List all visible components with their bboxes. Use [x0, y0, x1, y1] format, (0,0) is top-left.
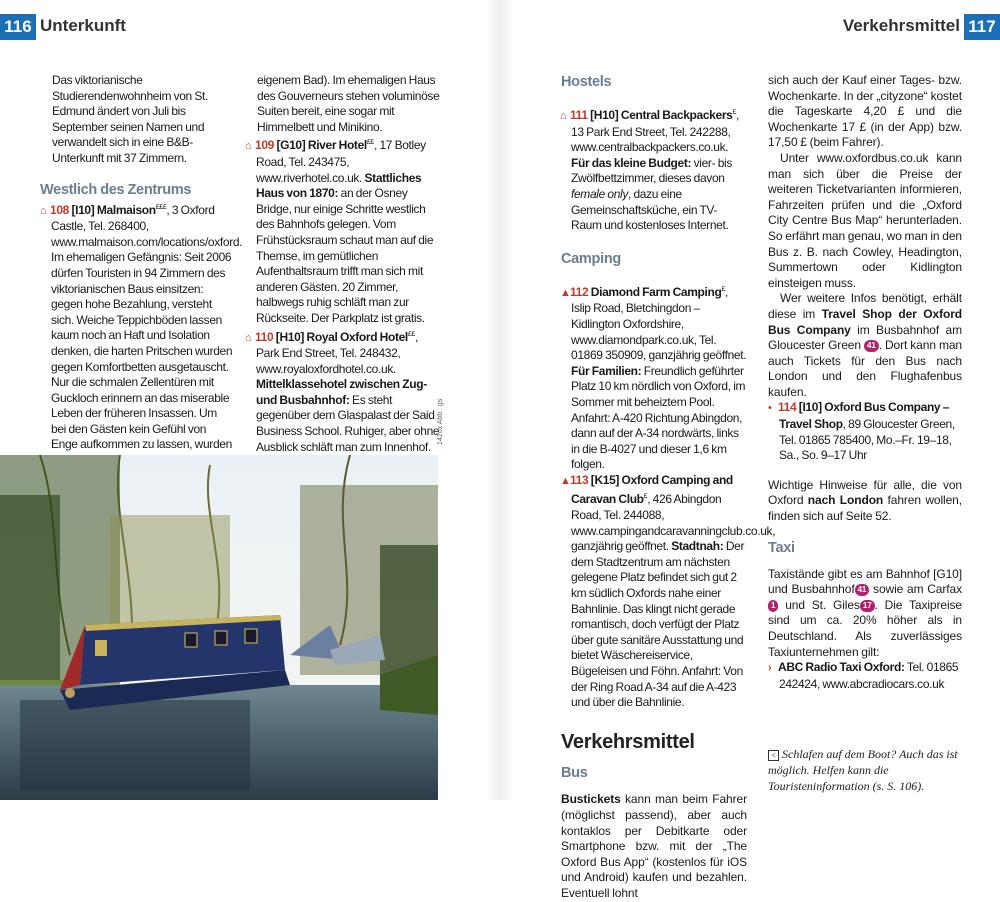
- hotel-icon: ⌂: [40, 204, 47, 217]
- entry-113: ▲113 [K15] Oxford Camping and Caravan Club£, 426 Abingdon Road, Tel. 244088, www.campingandcaravanningclub.co.uk, ganzjährig geöffnet. Stadtnah: Der dem Stadtzentrum am nächsten gelegene Platz befindet sich gut 2 km südlich Oxfords nahe einer Bahnlinie. Das klingt nicht gerade romantisch, doch verfügt der Platz über gute sanitäre Ausstattung und bietet Wäschereiservice, Bügeleisen und Föhn. Anfahrt: Von der Ring Road A-34 auf die A-423 und über die Bahnlinie.: [560, 472, 776, 710]
- canal-boat-photo: [0, 455, 438, 800]
- hotel-icon: ⌂: [245, 331, 252, 344]
- abc-taxi-entry: › ABC Radio Taxi Oxford: Tel. 01865 242424, www.abcradiocars.co.uk: [768, 660, 959, 691]
- info-bullet-icon: •: [768, 402, 772, 415]
- right-page: [500, 0, 1000, 900]
- ticket-paragraph: sich auch der Kauf einer Tages- bzw. Wochenkarte. In der „cityzone“ kostet die Tageskarte 4,20 £ und die Wochenkarte 17 £ (in der App) bzw. 17,50 £ (beim Fahrer).: [768, 73, 962, 150]
- intro-paragraph-2: eigenem Bad). Im ehemaligen Haus des Gouverneurs stehen voluminöse Suiten bereit, eine sogar mit Himmelbett und Minikino.: [257, 73, 440, 134]
- map-marker-badge: 41: [864, 340, 879, 352]
- camping-icon: ▲: [560, 286, 571, 299]
- page-number-right: 117: [964, 14, 1000, 40]
- running-head-right: Verkehrsmittel: [842, 16, 960, 35]
- right-column-2: [768, 73, 962, 692]
- entry-108: ⌂ 108 [I10] Malmaison£££, 3 Oxford Castle, Tel. 268400, www.malmaison.com/locations/oxford. Im ehemaligen Gefängnis: Seit 2006 dürfen Touristen in 94 Zimmern des viktorianischen Baus einsitzen: gegen hohe Bezahlung, versteht sich. Weiche Teppichböden lassen kaum noch an Haft und Isolation denken, die harten Pritschen wurden gegen Komfortbetten ausgetauscht. Nur die schmalen Zellentüren mit Guckloch erinnern an das miserable Leben der früheren Insassen. Um bei den Gästen kein Gefühl von Enge aufkommen zu lassen, wurden: [40, 202, 243, 452]
- taxi-heading: Taxi: [768, 539, 795, 556]
- photo-reference-icon: <: [768, 750, 779, 761]
- intro-paragraph: Das viktorianische Studierendenwohnheim von St. Edmund ändert von Juli bis September seinen Namen und verwandelt sich in eine B&B-Unterkunft mit 37 Zimmern.: [52, 73, 208, 165]
- page-number-left: 116: [0, 14, 36, 40]
- section-heading-verkehrsmittel: Verkehrsmittel: [561, 730, 695, 753]
- map-marker-badge: 41: [855, 584, 870, 596]
- photo-credit: 142ox Abb.: gs: [437, 398, 444, 445]
- left-column-1: [40, 73, 243, 484]
- entry-110: ⌂ 110 [H10] Royal Oxford Hotel££, Park End Street, Tel. 248432, www.royaloxfordhotel.co.uk. Mittelklassehotel zwischen Zug- und Busbahnhof: Es steht gegenüber dem Glaspalast der Said Business School. Ruhiger, aber ohne Ausblick schläft man zum Innenhof.: [245, 329, 440, 454]
- bus-paragraph: Bustickets kann man beim Fahrer (möglichst passend), aber auch kontaklos per Debitkarte oder Smartphone bzw. mit der „The Oxford Bus App“ (kostenlos für iOS und Android) kaufen und bezahlen. Eventuell lohnt: [561, 792, 747, 900]
- left-column-2: [245, 73, 443, 486]
- hotel-icon: ⌂: [245, 140, 252, 153]
- hostel-icon: ⌂: [560, 110, 567, 122]
- london-paragraph: Wichtige Hinweise für alle, die von Oxford nach London fahren wollen, finden sich auf Seite 52.: [768, 477, 962, 524]
- entry-109: ⌂ 109 [G10] River Hotel££, 17 Botley Road, Tel. 243475, www.riverhotel.co.uk. Stattliches Haus von 1870: an der Osney Bridge, nur einige Schritte westlich des Bahnhofs gelegen. Vom Frühstücksraum schaut man auf die Themse, im gemütlichen Aufenthaltsraum trifft man sich mit anderen Gästen. 20 Zimmer, halbwegs ruhig schläft man zur Rückseite. Der Parkplatz ist gratis.: [245, 138, 434, 325]
- photo-caption: < Schlafen auf dem Boot? Auch das ist möglich. Helfen kann die Touristeninformation (s. S. 106).: [768, 747, 958, 793]
- hostels-heading: Hostels: [561, 74, 612, 90]
- map-marker-badge: 1: [768, 600, 778, 612]
- right-column-1: [560, 73, 776, 902]
- section-heading-west: Westlich des Zentrums: [40, 181, 192, 198]
- oxfordbus-paragraph: Unter www.oxfordbus.co.uk kann man sich über die Preise der weiteren Ticketvarianten informieren, Fahrzeiten prüfen und die „Oxford City Centre Bus Map“ herunterladen. So erfährt man genau, wo man in den Bus z. B. nach Cowley, Headington, Summertown oder Kidlington einsteigen muss.: [768, 150, 962, 290]
- entry-114: • 114 [I10] Oxford Bus Company – Travel Shop, 89 Gloucester Green, Tel. 01865 785400, Mo.–Fr. 19–18, Sa., So. 9–17 Uhr: [768, 400, 955, 463]
- bus-heading: Bus: [561, 765, 588, 782]
- entry-111: ⌂ 111 [H10] Central Backpackers£, 13 Park End Street, Tel. 242288, www.centralbackpackers.co.uk. Für das kleine Budget: vier- bis Zwölfbettzimmer, dieses davon female only, dazu eine Gemeinschaftsküche, ein TV-Raum und kostenloses Internet.: [560, 108, 739, 233]
- entry-112: ▲112 Diamond Farm Camping£, Islip Road, Bletchingdon – Kidlington Oxfordshire, www.diamondpark.co.uk, Tel. 01869 350909, ganzjährig geöffnet. Für Familien: Freundlich geführter Platz 10 km nördlich von Oxford, im Sommer mit beheiztem Pool. Anfahrt: A-420 Richtung Abingdon, dann auf der A-34 nordwärts, links in die B-4027 und dieser 1,6 km folgen.: [560, 284, 747, 472]
- travel-shop-paragraph: Wer weitere Infos benötigt, erhält diese im Travel Shop der Oxford Bus Company im Busbahnhof am Gloucester Green 41 . Dort kann man auch Tickets für den Bus nach London und den Flughafenbus kaufen.: [768, 291, 962, 399]
- camping-icon: ▲: [560, 474, 571, 487]
- taxi-paragraph: Taxistände gibt es am Bahnhof [G10] und Busbahnhof 41 sowie am Carfax1 und St. Giles 17 . Die Taxipreise sind um ca. 20% höher als in Deutschland. Als zuverlässiges Taxiunternehmen gilt:: [768, 566, 962, 659]
- left-page: [0, 0, 500, 800]
- map-marker-badge: 17: [860, 600, 875, 612]
- chevron-right-icon: ›: [768, 662, 772, 675]
- running-head-left: Unterkunft: [40, 16, 126, 35]
- camping-heading: Camping: [561, 250, 621, 267]
